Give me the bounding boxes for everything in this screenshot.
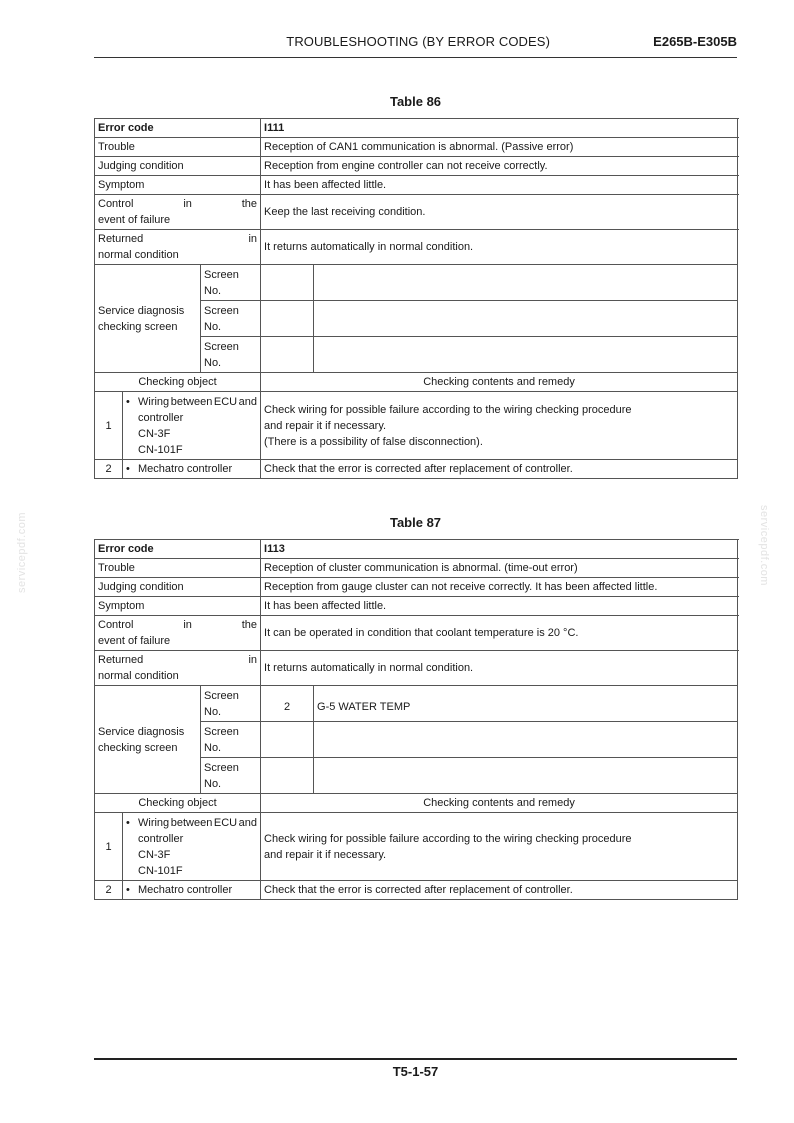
footer-divider — [94, 1058, 737, 1060]
remedy-line: and repair it if necessary. — [264, 848, 387, 861]
value-trouble: Reception of CAN1 communication is abnormal. (Passive error) — [261, 138, 738, 157]
item-number: 1 — [95, 392, 123, 460]
label-control — [95, 195, 261, 230]
no-label: No. — [204, 284, 222, 297]
table-title: Table 87 — [389, 515, 442, 530]
label-returned — [95, 651, 261, 686]
label-returned-line2: normal condition — [98, 670, 179, 682]
obj-word: ECU — [213, 395, 238, 408]
label-control-line2: event of failure — [98, 214, 171, 226]
remedy-line: (There is a possibility of false disconnection). — [264, 435, 483, 448]
label-control-w3: the — [241, 198, 258, 210]
label-returned-w1: Returned — [98, 233, 144, 245]
screen-number — [261, 301, 314, 337]
obj-word: ECU — [213, 816, 238, 829]
header-checking-object: Checking object — [95, 794, 261, 813]
label-control — [95, 616, 261, 651]
screen-label: Screen — [204, 268, 239, 281]
row-control — [95, 195, 738, 230]
screen-label: Screen — [204, 689, 239, 702]
table-title: Table 86 — [389, 94, 442, 109]
item-number: 2 — [95, 881, 123, 900]
model-name: E265B-E305B — [653, 34, 737, 49]
label-control-w2: in — [183, 198, 192, 210]
value-judging: Reception from gauge cluster can not receive correctly. It has been affected little. — [261, 578, 738, 597]
label-symptom: Symptom — [95, 176, 261, 195]
row-judging — [95, 578, 738, 597]
value-control: Keep the last receiving condition. — [261, 195, 738, 230]
obj-text: Mechatro controller — [138, 884, 233, 896]
error-table-87 — [94, 539, 738, 900]
item-object — [123, 813, 261, 881]
label-service-line2: checking screen — [98, 741, 178, 754]
header-checking-contents: Checking contents and remedy — [261, 794, 738, 813]
obj-word: between — [170, 816, 213, 829]
screen-label: Screen — [204, 340, 239, 353]
obj-word: Wiring — [138, 816, 170, 829]
label-screen-no — [201, 686, 261, 722]
label-symptom: Symptom — [95, 597, 261, 616]
header-divider — [94, 57, 737, 58]
screen-name — [314, 758, 738, 794]
remedy-line: and repair it if necessary. — [264, 419, 387, 432]
remedy-line: Check wiring for possible failure according to the wiring checking procedure — [264, 403, 632, 416]
bullet: • — [126, 463, 130, 475]
row-returned — [95, 651, 738, 686]
screen-name — [314, 722, 738, 758]
label-returned-w1: Returned — [98, 654, 144, 666]
item-remedy: Check that the error is corrected after replacement of controller. — [261, 881, 738, 900]
screen-name: G-5 WATER TEMP — [314, 686, 738, 722]
item-remedy — [261, 813, 738, 881]
item-remedy — [261, 392, 738, 460]
row-symptom — [95, 597, 738, 616]
label-judging: Judging condition — [95, 578, 261, 597]
error-table-86 — [94, 118, 738, 479]
row-trouble — [95, 559, 738, 578]
item-number: 1 — [95, 813, 123, 881]
no-label: No. — [204, 705, 222, 718]
header-checking-contents: Checking contents and remedy — [261, 373, 738, 392]
row-check-header — [95, 794, 738, 813]
section-title: TROUBLESHOOTING (BY ERROR CODES) — [286, 34, 550, 49]
obj-line: CN-101F — [138, 443, 183, 456]
value-symptom: It has been affected little. — [261, 597, 738, 616]
no-label: No. — [204, 777, 222, 790]
bullet: • — [126, 395, 130, 408]
page-header — [94, 34, 737, 56]
obj-word: between — [170, 395, 213, 408]
obj-line: CN-101F — [138, 864, 183, 877]
obj-line: CN-3F — [138, 427, 171, 440]
obj-line: controller — [138, 411, 184, 424]
label-control-w2: in — [183, 619, 192, 631]
label-control-line2: event of failure — [98, 635, 171, 647]
label-screen-no — [201, 301, 261, 337]
label-service-line1: Service diagnosis — [98, 725, 185, 738]
row-check-item-1 — [95, 392, 738, 460]
obj-text: Mechatro controller — [138, 463, 233, 475]
bullet: • — [126, 816, 130, 829]
item-number: 2 — [95, 460, 123, 479]
value-returned: It returns automatically in normal condition. — [261, 651, 738, 686]
screen-label: Screen — [204, 725, 239, 738]
value-error-code: I111 — [261, 119, 738, 138]
label-screen-no — [201, 758, 261, 794]
label-returned-w2: in — [248, 654, 258, 666]
row-trouble — [95, 138, 738, 157]
obj-word: Wiring — [138, 395, 170, 408]
row-error-code — [95, 119, 738, 138]
value-judging: Reception from engine controller can not receive correctly. — [261, 157, 738, 176]
screen-name — [314, 301, 738, 337]
row-screen-1 — [95, 686, 738, 722]
row-check-header — [95, 373, 738, 392]
item-object — [123, 392, 261, 460]
obj-line: CN-3F — [138, 848, 171, 861]
row-screen-1 — [95, 265, 738, 301]
label-returned-w2: in — [248, 233, 258, 245]
watermark-left: servicepdf.com — [16, 512, 28, 593]
label-control-w1: Control — [98, 619, 134, 631]
obj-word: and — [238, 816, 257, 829]
value-trouble: Reception of cluster communication is abnormal. (time-out error) — [261, 559, 738, 578]
screen-number — [261, 722, 314, 758]
screen-number — [261, 265, 314, 301]
remedy-line: Check wiring for possible failure according to the wiring checking procedure — [264, 832, 632, 845]
label-error-code: Error code — [95, 540, 261, 559]
obj-line: controller — [138, 832, 184, 845]
row-check-item-1 — [95, 813, 738, 881]
item-object — [123, 460, 261, 479]
label-returned-line2: normal condition — [98, 249, 179, 261]
no-label: No. — [204, 741, 222, 754]
label-screen-no — [201, 265, 261, 301]
screen-number: 2 — [261, 686, 314, 722]
label-control-w3: the — [241, 619, 258, 631]
label-screen-no — [201, 722, 261, 758]
screen-name — [314, 265, 738, 301]
label-trouble: Trouble — [95, 138, 261, 157]
item-remedy: Check that the error is corrected after replacement of controller. — [261, 460, 738, 479]
value-returned: It returns automatically in normal condition. — [261, 230, 738, 265]
value-error-code: I113 — [261, 540, 738, 559]
obj-word: and — [238, 395, 257, 408]
label-error-code: Error code — [95, 119, 261, 138]
label-service-diagnosis — [95, 686, 201, 794]
label-service-line1: Service diagnosis — [98, 304, 185, 317]
item-object — [123, 881, 261, 900]
value-symptom: It has been affected little. — [261, 176, 738, 195]
label-control-w1: Control — [98, 198, 134, 210]
watermark-right: servicepdf.com — [758, 505, 770, 586]
row-check-item-2 — [95, 881, 738, 900]
row-returned — [95, 230, 738, 265]
label-service-diagnosis — [95, 265, 201, 373]
page-number: T5-1-57 — [392, 1064, 439, 1079]
screen-number — [261, 758, 314, 794]
label-judging: Judging condition — [95, 157, 261, 176]
screen-number — [261, 337, 314, 373]
label-service-line2: checking screen — [98, 320, 178, 333]
header-checking-object: Checking object — [95, 373, 261, 392]
no-label: No. — [204, 320, 222, 333]
row-check-item-2 — [95, 460, 738, 479]
screen-name — [314, 337, 738, 373]
screen-label: Screen — [204, 304, 239, 317]
row-error-code — [95, 540, 738, 559]
no-label: No. — [204, 356, 222, 369]
screen-label: Screen — [204, 761, 239, 774]
bullet: • — [126, 884, 130, 896]
label-screen-no — [201, 337, 261, 373]
label-trouble: Trouble — [95, 559, 261, 578]
value-control: It can be operated in condition that coolant temperature is 20 °C. — [261, 616, 738, 651]
row-judging — [95, 157, 738, 176]
row-symptom — [95, 176, 738, 195]
label-returned — [95, 230, 261, 265]
row-control — [95, 616, 738, 651]
